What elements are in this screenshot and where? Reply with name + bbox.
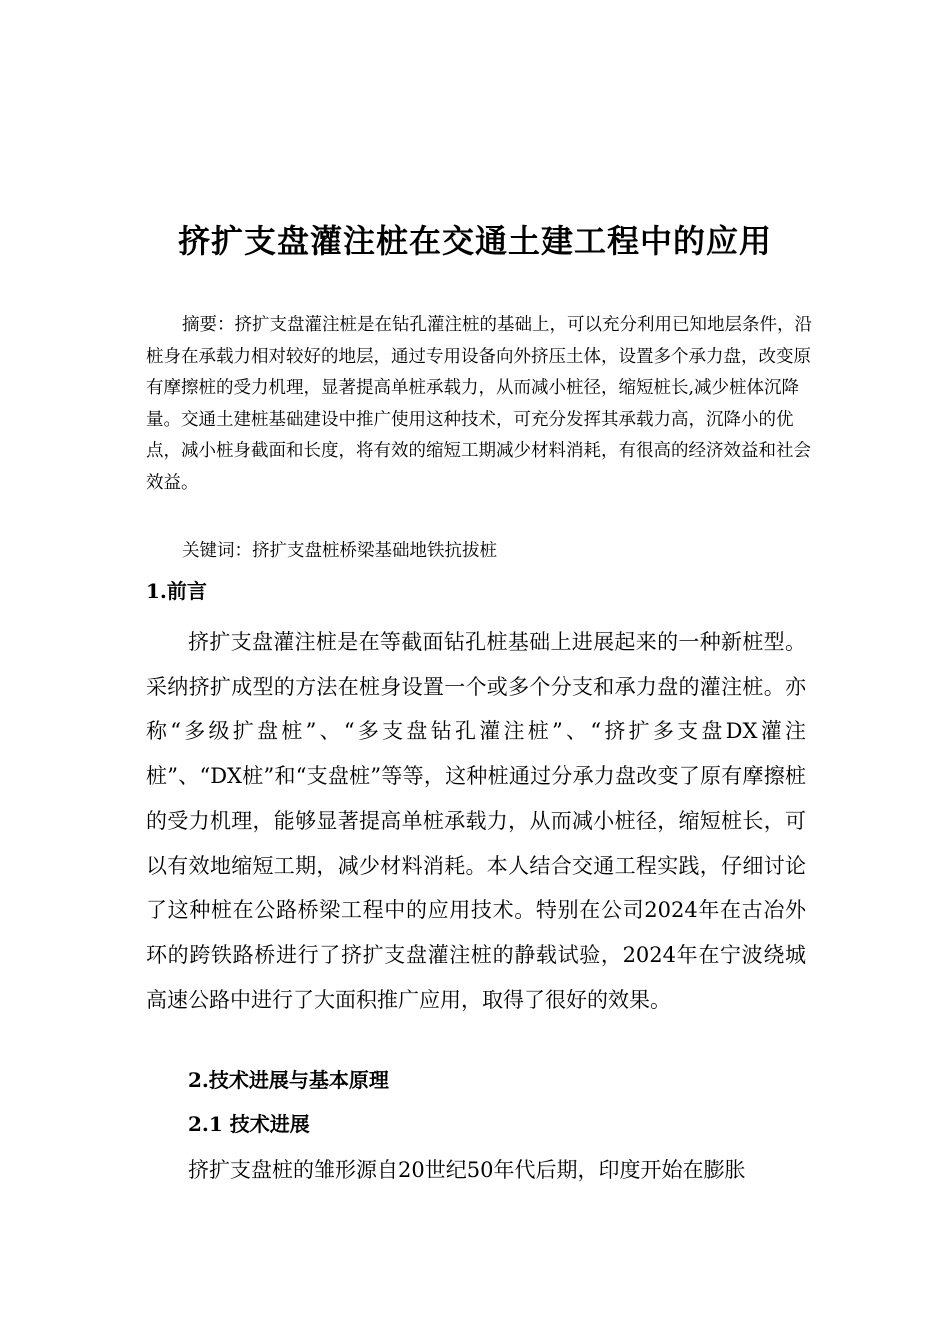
- section-2-1-paragraph: 挤扩支盘桩的雏形源自20世纪50年代后期，印度开始在膨胀: [188, 1158, 746, 1182]
- abstract: [146, 310, 818, 499]
- abstract-text: 摘要：挤扩支盘灌注桩是在钻孔灌注桩的基础上，可以充分利用已知地层条件，沿桩身在承载力相对较好的地层，通过专用设备向外挤压土体，设置多个承力盘，改变原有摩擦桩的受力机理，显著提高单桩承载力，从而减小桩径，缩短桩长,减少桩体沉降量。交通土建桩基础建设中推广使用这种技术，可充分发挥其承载力高，沉降小的优点，减小桩身截面和长度，将有效的缩短工期减少材料消耗，有很高的经济效益和社会效益。: [146, 315, 812, 493]
- keywords: 关键词：挤扩支盘桩桥梁基础地铁抗拔桩: [182, 541, 497, 561]
- section-heading-1: 1.前言: [146, 579, 207, 603]
- section-1-paragraph: 挤扩支盘灌注桩是在等截面钻孔桩基础上进展起来的一种新桩型。采纳挤扩成型的方法在桩身设置一个或多个分支和承力盘的灌注桩。亦称“多级扩盘桩”、“多支盘钻孔灌注桩”、“挤扩多支盘DX灌注桩”、“DX桩”和“支盘桩”等等，这种桩通过分承力盘改变了原有摩擦桩的受力机理，能够显著提高单桩承载力，从而减小桩径，缩短桩长，可以有效地缩短工期，减少材料消耗。本人结合交通工程实践，仔细讨论了这种桩在公路桥梁工程中的应用技术。特别在公司2024年在古冶外环的跨铁路桥进行了挤扩支盘灌注桩的静载试验，2024年在宁波绕城高速公路中进行了大面积推广应用，取得了很好的效果。: [146, 630, 806, 1012]
- section-heading-2-1: 2.1 技术进展: [188, 1112, 310, 1136]
- document-title: 挤扩支盘灌注桩在交通土建工程中的应用: [177, 222, 772, 261]
- section-heading-2: 2.技术进展与基本原理: [188, 1068, 389, 1092]
